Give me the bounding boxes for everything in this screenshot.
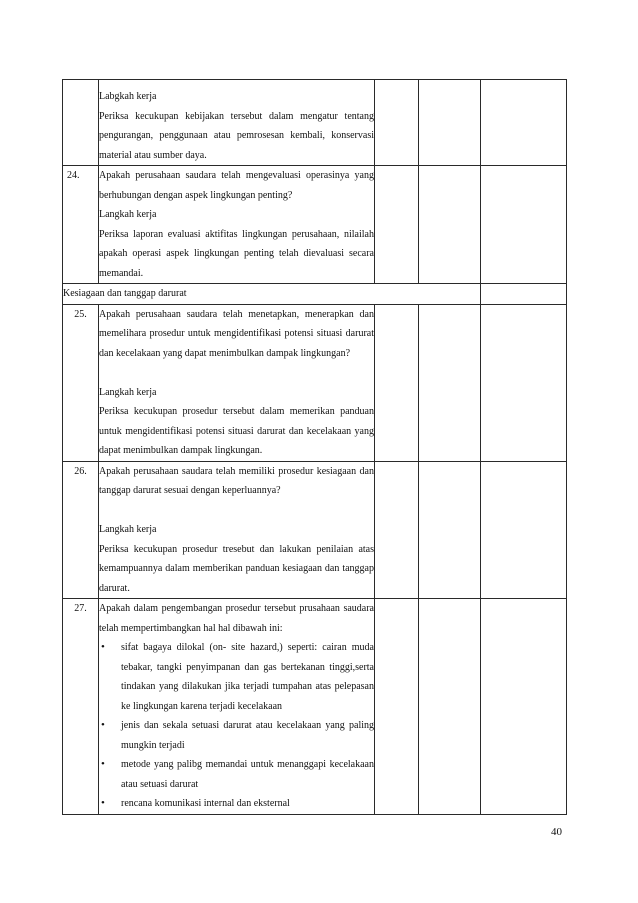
answer-cell-no[interactable] xyxy=(419,304,481,461)
row-number: 26. xyxy=(63,461,99,599)
notes-cell[interactable] xyxy=(481,599,567,815)
page-number: 40 xyxy=(551,826,562,838)
step-title: Langkah kerja xyxy=(99,386,157,398)
list-item: • rencana komunikasi internal dan eksternal xyxy=(99,794,374,814)
answer-cell-yes[interactable] xyxy=(375,599,419,815)
step-text: Periksa kecukupan kebijakan tersebut dalam mengatur tentang pengurangan, penggunaan atau pemrosesan kembali, konservasi material atau sumber daya. xyxy=(99,110,374,161)
bullet-icon: • xyxy=(101,758,105,770)
answer-cell-no[interactable] xyxy=(419,166,481,284)
question-cell xyxy=(99,599,375,815)
consideration-list xyxy=(99,638,374,814)
notes-cell[interactable] xyxy=(481,304,567,461)
answer-cell-yes[interactable] xyxy=(375,304,419,461)
answer-cell-no[interactable] xyxy=(419,599,481,815)
row-number: 24. xyxy=(63,166,99,284)
table-row xyxy=(63,599,567,815)
step-text: Periksa kecukupan prosedur tersebut dalam memerikan panduan untuk mengidentifikasi potensi situasi darurat dan kecelakaan yang dapat menimbulkan dampak lingkungan. xyxy=(99,406,374,456)
table-row xyxy=(63,461,567,599)
table-row xyxy=(63,166,567,284)
question-cell xyxy=(99,304,375,461)
question-cell xyxy=(99,80,375,166)
bullet-icon: • xyxy=(101,641,105,653)
notes-cell[interactable] xyxy=(481,284,567,305)
answer-cell-no[interactable] xyxy=(419,461,481,599)
notes-cell[interactable] xyxy=(481,80,567,166)
step-title: Labgkah kerja xyxy=(99,91,157,102)
list-item: • jenis dan sekala setuasi darurat atau kecelakaan yang paling mungkin terjadi xyxy=(99,716,374,755)
list-item: • metode yang palibg memandai untuk menanggapi kecelakaan atau setuasi darurat xyxy=(99,755,374,794)
notes-cell[interactable] xyxy=(481,166,567,284)
section-title: Kesiagaan dan tanggap darurat xyxy=(63,284,481,305)
question-text: Apakah perusahaan saudara telah mengevaluasi operasinya yang berhubungan dengan aspek lingkungan penting? xyxy=(99,170,374,201)
notes-cell[interactable] xyxy=(481,461,567,599)
step-text: Periksa kecukupan prosedur tresebut dan lakukan penilaian atas kemampuannya dalam memberikan panduan kesiagaan dan tanggap darurat. xyxy=(99,543,374,594)
step-title: Langkah kerja xyxy=(99,524,157,535)
answer-cell-yes[interactable] xyxy=(375,80,419,166)
answer-cell-no[interactable] xyxy=(419,80,481,166)
bullet-icon: • xyxy=(101,797,105,809)
list-item: • sifat bagaya dilokal (on- site hazard,) seperti: cairan muda tebakar, tangki penyimpanan dan gas bertekanan tinggi,serta tindakan yang dilakukan jika terjadi tumpahan atas pelepasan ke lingkungan karena terjadi kecelakaan xyxy=(99,638,374,716)
bullet-icon: • xyxy=(101,719,105,731)
answer-cell-yes[interactable] xyxy=(375,166,419,284)
table-row xyxy=(63,80,567,166)
question-cell xyxy=(99,461,375,599)
answer-cell-yes[interactable] xyxy=(375,461,419,599)
step-text: Periksa laporan evaluasi aktifitas lingkungan perusahaan, nilailah apakah operasi aspek lingkungan penting telah dievaluasi secara memandai. xyxy=(99,228,374,279)
question-text: Apakah dalam pengembangan prosedur tersebut prusahaan saudara telah mempertimbangkan hal hal dibawah ini: xyxy=(99,603,374,634)
audit-checklist-table xyxy=(62,79,567,815)
row-number: 25. xyxy=(63,304,99,461)
row-number: 27. xyxy=(63,599,99,815)
row-number xyxy=(63,80,99,166)
section-row xyxy=(63,284,567,305)
question-cell xyxy=(99,166,375,284)
table-row xyxy=(63,304,567,461)
question-text: Apakah perusahaan saudara telah menetapkan, menerapkan dan memelihara prosedur untuk mengidentifikasi potensi situasi darurat dan kecelakaan yang dapat menimbulkan dampak lingkungan? xyxy=(99,308,374,359)
question-text: Apakah perusahaan saudara telah memiliki prosedur kesiagaan dan tanggap darurat sesuai dengan keperluannya? xyxy=(99,465,374,496)
step-title: Langkah kerja xyxy=(99,209,157,220)
